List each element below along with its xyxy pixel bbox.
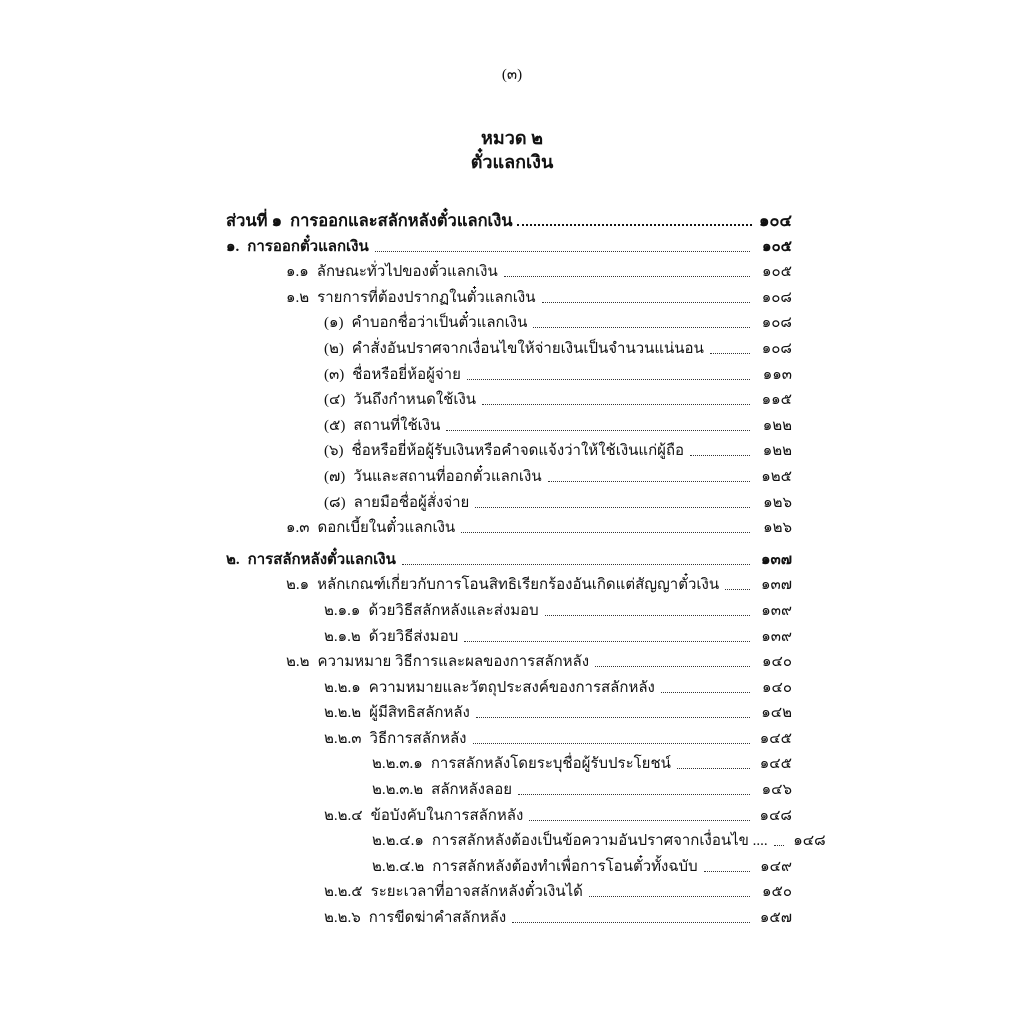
toc-entry [226, 697, 792, 723]
toc-entry-number: ๒.๒.๔ [324, 807, 363, 824]
toc-dot-leader [533, 327, 750, 328]
toc-entry-title: ความหมาย วิธีการและผลของการสลักหลัง [317, 654, 590, 671]
toc-entry [226, 435, 792, 461]
toc-entry [226, 594, 792, 620]
toc-entry [226, 646, 792, 672]
toc-entry-title: รายการที่ต้องปรากฏในตั๋วแลกเงิน [317, 289, 536, 306]
toc-entry-page: ๑๓๙ [761, 628, 792, 645]
toc-dot-leader [589, 896, 750, 897]
toc-entry-page: ๑๔๘ [759, 807, 792, 824]
chapter-heading: หมวด ๒ [481, 128, 543, 148]
toc-entry-page: ๑๔๕ [759, 756, 792, 773]
toc-entry-title: การสลักหลังตั๋วแลกเงิน [247, 551, 396, 568]
toc-entry-page: ๑๔๒ [761, 705, 792, 722]
toc-entry [226, 901, 792, 927]
toc-dot-leader [774, 845, 784, 846]
toc-entry-number: (๕) [324, 417, 346, 434]
toc-entry-title: การออกตั๋วแลกเงิน [247, 238, 369, 255]
toc-entry [226, 850, 792, 876]
toc-entry-page: ๑๐๕ [761, 238, 792, 255]
toc-entry-number: ๑.๑ [286, 264, 309, 281]
toc-entry-title: การสลักหลังต้องทำเพื่อการโอนตั๋วทั้งฉบับ [432, 858, 698, 875]
toc-entry-title: ชื่อหรือยี่ห้อผู้รับเงินหรือคำจดแจ้งว่าให้ใช้เงินแก่ผู้ถือ [351, 443, 685, 460]
toc-entry-page: ๑๒๒ [762, 417, 792, 434]
toc-entry [226, 876, 792, 902]
toc-dot-leader [504, 276, 750, 277]
toc-entry-title: ด้วยวิธีสลักหลังและส่งมอบ [368, 602, 539, 619]
toc-entry-number: (๑) [324, 315, 344, 332]
toc-entry-page: ๑๒๖ [763, 520, 792, 537]
toc-entry-number: ๒.๑.๒ [324, 628, 361, 645]
toc-entry-page: ๑๐๘ [761, 315, 792, 332]
toc-entry-title: คำสั่งอันปราศจากเงื่อนไขให้จ่ายเงินเป็นจำนวนแน่นอน [351, 340, 704, 357]
chapter-title: ตั๋วแลกเงิน [470, 152, 554, 172]
toc-entry-title: ด้วยวิธีส่งมอบ [368, 628, 459, 645]
toc-entry-number: ส่วนที่ ๑ [226, 211, 283, 230]
toc-entry [226, 307, 792, 333]
toc-dot-leader [545, 615, 750, 616]
toc-dot-leader [518, 794, 750, 795]
toc-entry-title: คำบอกชื่อว่าเป็นตั๋วแลกเงิน [351, 315, 528, 332]
toc-entry-number: ๒.๒.๓ [324, 730, 362, 747]
toc-dot-leader [464, 641, 750, 642]
toc-entry [226, 671, 792, 697]
toc-entry-page: ๑๐๕ [761, 264, 792, 281]
toc-entry [226, 773, 792, 799]
toc-entry-title: ชื่อหรือยี่ห้อผู้จ่าย [352, 366, 461, 383]
toc-entry [226, 569, 792, 595]
toc-entry-number: ๒. [226, 551, 240, 568]
toc-entry-title: ดอกเบี้ยในตั๋วแลกเงิน [317, 520, 456, 537]
toc-entry-page: ๑๔๙ [760, 858, 792, 875]
toc-entry-number: ๒.๒.๒ [324, 705, 362, 722]
page-number: (๓) [501, 67, 523, 83]
toc-dot-leader [710, 353, 750, 354]
toc-entry-number: (๗) [324, 468, 346, 485]
toc-entry-number: ๒.๒.๓.๑ [372, 756, 423, 773]
toc-entry-number: (๒) [324, 340, 344, 357]
toc-entry-title: วิธีการสลักหลัง [369, 730, 467, 747]
toc-entry-title: ข้อบังคับในการสลักหลัง [370, 807, 524, 824]
toc-entry [226, 281, 792, 307]
toc-dot-leader [690, 455, 750, 456]
toc-entry-number: ๒.๑ [286, 577, 310, 594]
toc-entry-page: ๑๒๒ [762, 443, 792, 460]
toc-dot-leader [529, 820, 750, 821]
toc-entry-number: ๑.๓ [286, 520, 310, 537]
toc-entry-title: สลักหลังลอย [431, 782, 512, 799]
toc-dot-leader [677, 768, 750, 769]
toc-entry [226, 358, 792, 384]
toc-entry-title: การสลักหลังโดยระบุชื่อผู้รับประโยชน์ [430, 756, 671, 773]
toc-entry-title: หลักเกณฑ์เกี่ยวกับการโอนสิทธิเรียกร้องอันเกิดแต่สัญญาตั๋วเงิน [317, 577, 720, 594]
toc-entry [226, 722, 792, 748]
toc-entry-title: การสลักหลังต้องเป็นข้อความอันปราศจากเงื่อนไข .... [431, 833, 768, 850]
chapter-header [0, 126, 1024, 174]
toc-entry-number: (๘) [324, 494, 346, 511]
toc-entry-number: ๒.๒.๔.๒ [372, 858, 425, 875]
toc-dot-leader [473, 743, 750, 744]
toc-dot-leader [704, 871, 750, 872]
toc-entry [226, 409, 792, 435]
toc-entry-page: ๑๐๘ [761, 340, 792, 357]
toc-dot-leader [375, 251, 750, 252]
toc-entry [226, 748, 792, 774]
toc-entry-number: ๒.๒.๓.๒ [372, 782, 424, 799]
toc-entry-page: ๑๑๓ [762, 366, 792, 383]
toc-entry-number: ๒.๒.๕ [324, 884, 363, 901]
toc-entry-number: (๔) [324, 392, 346, 409]
toc-dot-leader [482, 404, 750, 405]
toc-entry-number: ๒.๒ [286, 654, 310, 671]
toc-entry-page: ๑๓๙ [761, 602, 792, 619]
toc-entry-number: ๒.๒.๑ [324, 679, 361, 696]
toc-entry-title: ความหมายและวัตถุประสงค์ของการสลักหลัง [368, 679, 655, 696]
toc-entry [226, 384, 792, 410]
toc-entry-title: วันถึงกำหนดใช้เงิน [353, 392, 477, 409]
toc-dot-leader [461, 532, 750, 533]
toc-entry [226, 512, 792, 538]
toc-dot-leader [402, 564, 750, 565]
toc-entry-title: ลายมือชื่อผู้สั่งจ่าย [353, 494, 470, 511]
toc-entry-page: ๑๔๐ [761, 679, 792, 696]
toc-entry-title: การออกและสลักหลังตั๋วแลกเงิน [290, 211, 513, 230]
toc-entry-number: ๑. [226, 238, 240, 255]
toc-entry-page: ๑๓๗ [760, 577, 792, 594]
toc-entry-title: ลักษณะทั่วไปของตั๋วแลกเงิน [316, 264, 498, 281]
toc-entry [226, 799, 792, 825]
toc-dot-leader [595, 666, 750, 667]
toc-entry-page: ๑๐๘ [761, 289, 792, 306]
toc-entry-number: ๑.๒ [286, 289, 310, 306]
toc-entry-page: ๑๒๖ [763, 494, 792, 511]
toc-dot-leader [542, 302, 750, 303]
toc-entry [226, 460, 792, 486]
toc-dot-leader [512, 922, 750, 923]
toc-entry-page: ๑๕๐ [761, 884, 792, 901]
toc-dot-leader [467, 379, 750, 380]
toc-entry-title: สถานที่ใช้เงิน [353, 417, 441, 434]
toc-dot-leader [517, 224, 752, 226]
toc-dot-leader [476, 717, 750, 718]
toc-dot-leader [475, 507, 750, 508]
toc-entry-page: ๑๓๗ [760, 551, 792, 568]
toc-dot-leader [446, 430, 750, 431]
toc-entry-page: ๑๐๔ [758, 211, 792, 230]
toc-dot-leader [548, 481, 750, 482]
toc-dot-leader [725, 589, 750, 590]
toc-entry [226, 543, 792, 569]
toc-entry [226, 332, 792, 358]
toc-entry-title: ผู้มีสิทธิสลักหลัง [369, 705, 470, 722]
toc-entry-page: ๑๔๐ [761, 654, 792, 671]
toc-entry-number: ๒.๒.๖ [324, 910, 361, 927]
toc-entry-page: ๑๔๕ [759, 730, 792, 747]
toc-entry-page: ๑๑๕ [761, 392, 792, 409]
toc-entry [226, 620, 792, 646]
toc-entry [226, 200, 792, 230]
toc-entry-page: ๑๒๕ [761, 468, 792, 485]
toc-entry-page: ๑๕๗ [759, 910, 792, 927]
toc-entry-number: (๓) [324, 366, 345, 383]
toc-entry-title: การขีดฆ่าคำสลักหลัง [368, 910, 507, 927]
toc-entry-number: ๒.๒.๔.๑ [372, 833, 424, 850]
toc-entry-title: ระยะเวลาที่อาจสลักหลังตั๋วเงินได้ [370, 884, 583, 901]
toc-dot-leader [661, 692, 750, 693]
toc-entry [226, 486, 792, 512]
toc-entry [226, 256, 792, 282]
toc-entry-page: ๑๔๖ [761, 782, 792, 799]
toc-entry-page: ๑๔๘ [793, 833, 826, 850]
toc-entry-number: ๒.๑.๑ [324, 602, 361, 619]
toc-entry [226, 825, 826, 851]
toc-entry [226, 230, 792, 256]
toc-entry-number: (๖) [324, 443, 344, 460]
toc-entry-title: วันและสถานที่ออกตั๋วแลกเงิน [353, 468, 542, 485]
table-of-contents [226, 200, 826, 927]
